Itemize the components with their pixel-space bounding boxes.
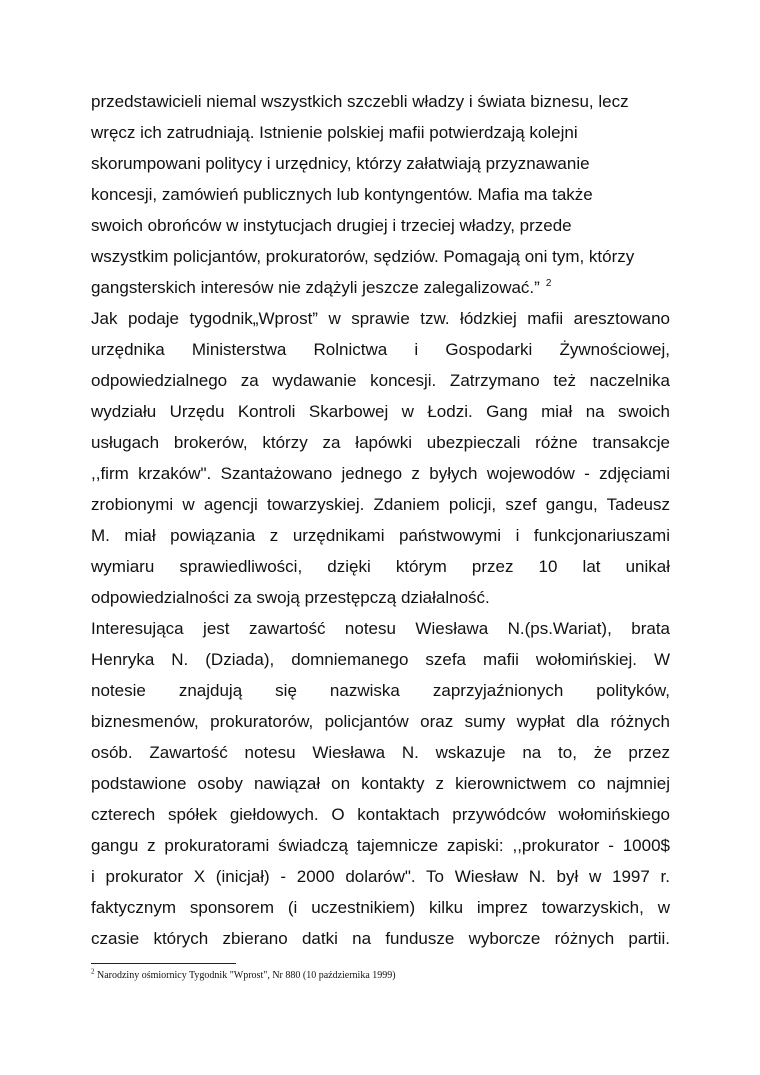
text-line: ,,firm krzaków". Szantażowano jednego z byłych wojewodów - zdjęciami: [91, 464, 670, 483]
document-body: [91, 86, 670, 954]
text-line-with-footnote: [91, 272, 670, 303]
text-line: wymiaru sprawiedliwości, dzięki którym przez 10 lat unikał: [91, 557, 670, 576]
text-line: M. miał powiązania z urzędnikami państwowymi i funkcjonariuszami: [91, 526, 670, 545]
text-line: wszystkim policjantów, prokuratorów, sędziów. Pomagają oni tym, którzy: [91, 247, 635, 266]
text-line: odpowiedzialnego za wydawanie koncesji. Zatrzymano też naczelnika: [91, 371, 670, 390]
text-line: urzędnika Ministerstwa Rolnictwa i Gospodarki Żywnościowej,: [91, 340, 670, 359]
text-line: swoich obrońców w instytucjach drugiej i trzeciej władzy, przede: [91, 216, 572, 235]
quote-end-text: gangsterskich interesów nie zdążyli jeszcze zalegalizować.”: [91, 278, 540, 297]
text-line: koncesji, zamówień publicznych lub kontyngentów. Mafia ma także: [91, 185, 593, 204]
text-line: Jak podaje tygodnik„Wprost” w sprawie tzw. łódzkiej mafii aresztowano: [91, 309, 670, 328]
text-line: usługach brokerów, którzy za łapówki ubezpieczali różne transakcje: [91, 433, 670, 452]
text-line: biznesmenów, prokuratorów, policjantów oraz sumy wypłat dla różnych: [91, 712, 670, 731]
text-line: i prokurator X (inicjał) - 2000 dolarów". To Wiesław N. był w 1997 r.: [91, 867, 670, 886]
text-line: Henryka N. (Dziada), domniemanego szefa mafii wołomińskiej. W: [91, 650, 670, 669]
text-line: wręcz ich zatrudniają. Istnienie polskiej mafii potwierdzają kolejni: [91, 123, 578, 142]
footnote-number: 2: [91, 967, 95, 976]
text-line: faktycznym sponsorem (i uczestnikiem) kilku imprez towarzyskich, w: [91, 898, 670, 917]
text-line: notesie znajdują się nazwiska zaprzyjaźnionych polityków,: [91, 681, 670, 700]
text-line: wydziału Urzędu Kontroli Skarbowej w Łodzi. Gang miał na swoich: [91, 402, 670, 421]
text-line: osób. Zawartość notesu Wiesława N. wskazuje na to, że przez: [91, 743, 670, 762]
text-line: czterech spółek giełdowych. O kontaktach przywódców wołomińskiego: [91, 805, 670, 824]
footnote: [91, 967, 396, 981]
text-line: czasie których zbierano datki na fundusze wyborcze różnych partii.: [91, 929, 670, 948]
footnote-reference[interactable]: 2: [545, 278, 552, 290]
text-line: odpowiedzialności za swoją przestępczą działalność.: [91, 588, 490, 607]
text-line: skorumpowani politycy i urzędnicy, którzy załatwiają przyznawanie: [91, 154, 590, 173]
text-line: przedstawicieli niemal wszystkich szczebli władzy i świata biznesu, lecz: [91, 92, 629, 111]
text-line: Interesująca jest zawartość notesu Wiesława N.(ps.Wariat), brata: [91, 619, 670, 638]
text-line: gangu z prokuratorami świadczą tajemnicze zapiski: ,,prokurator - 1000$: [91, 836, 670, 855]
footnote-text: Narodziny ośmiornicy Tygodnik "Wprost", Nr 880 (10 października 1999): [97, 970, 396, 981]
footnote-separator: [91, 963, 236, 964]
text-line: zrobionymi w agencji towarzyskiej. Zdaniem policji, szef gangu, Tadeusz: [91, 495, 670, 514]
text-line: podstawione osoby nawiązał on kontakty z kierownictwem co najmniej: [91, 774, 670, 793]
